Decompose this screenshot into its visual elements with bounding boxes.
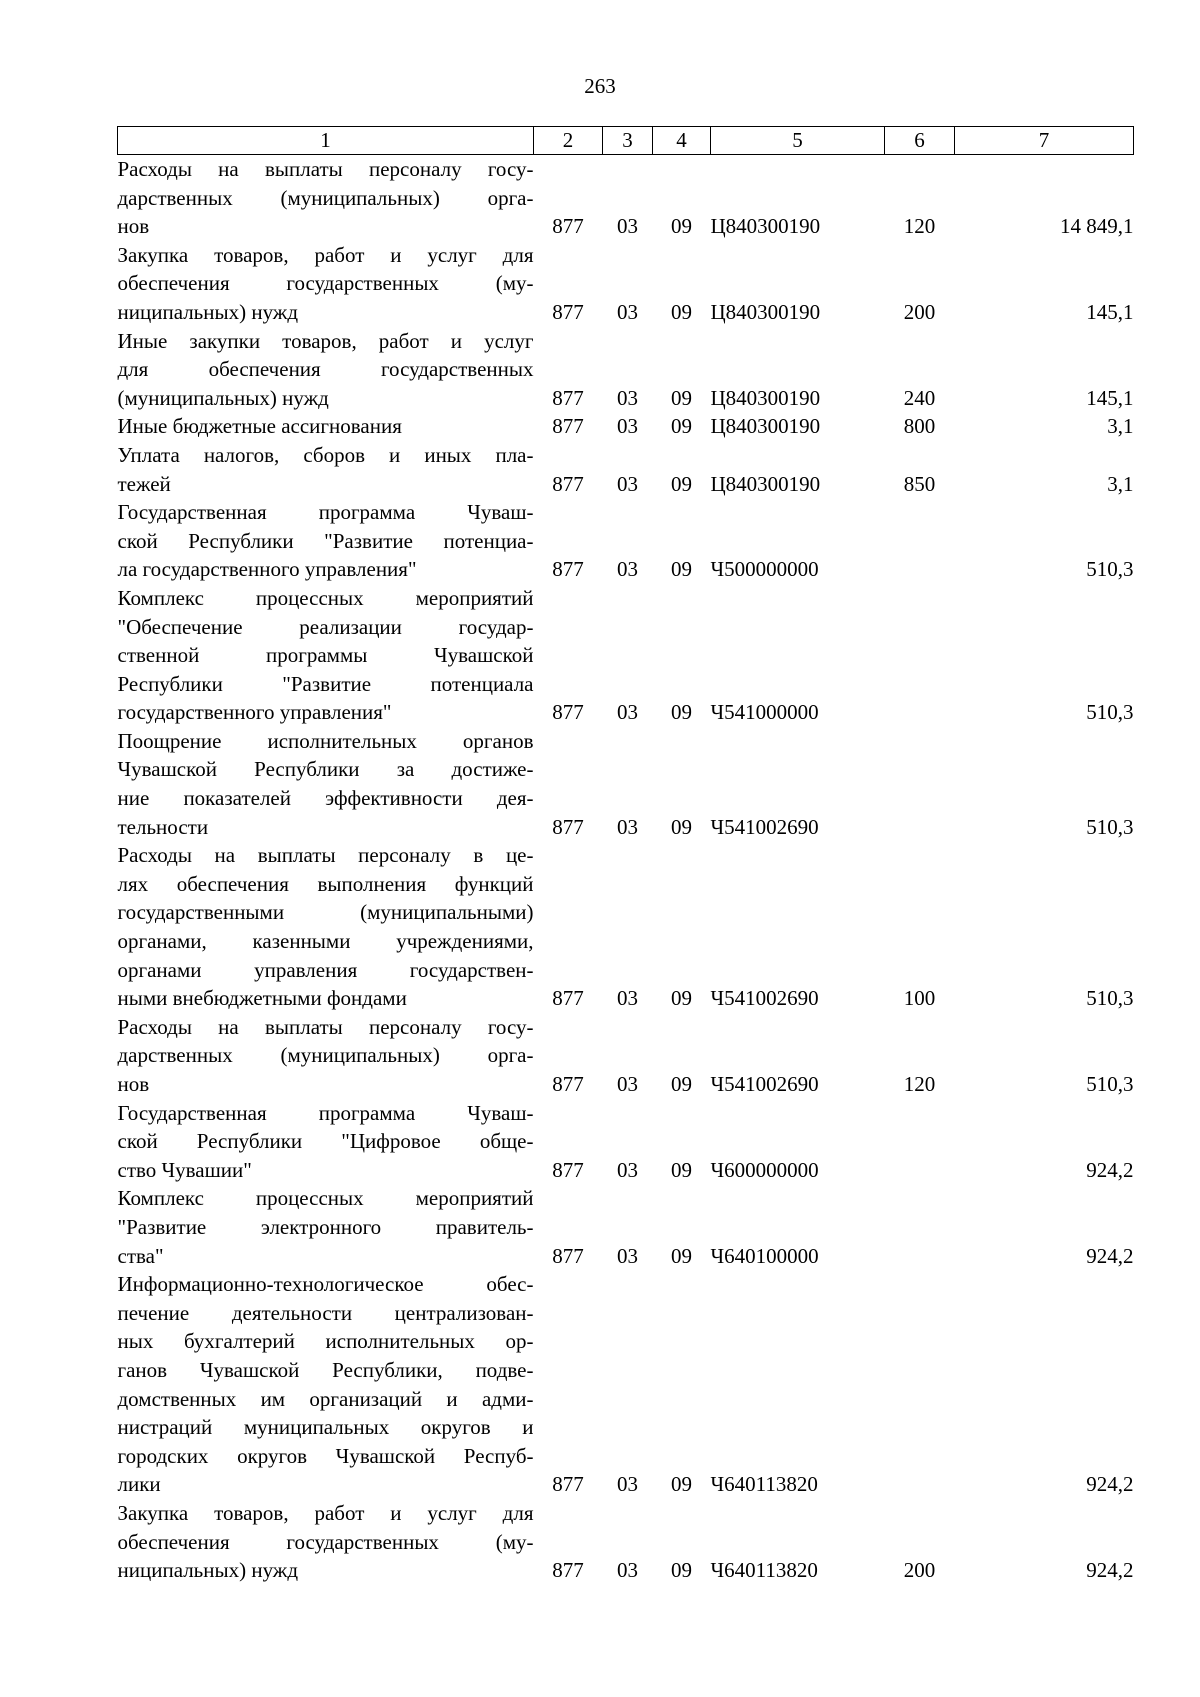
subsection-code-cell: 09: [671, 385, 692, 410]
ministry-code-cell: 877: [552, 385, 584, 410]
column-header-2: 2: [534, 127, 603, 155]
subsection-code-cell: 09: [671, 986, 692, 1011]
table-row: [118, 841, 1134, 1013]
row-name-line: ниципальных) нужд: [117, 299, 298, 324]
subsection-code-cell: 09: [671, 814, 692, 839]
row-name-line: ниципальных) нужд: [117, 1558, 298, 1583]
row-name-line: Информационно-технологическое обес-: [117, 1272, 534, 1297]
table-row: [118, 1270, 1134, 1499]
ministry-code-cell: 877: [552, 1072, 584, 1096]
expense-type-cell: [885, 498, 955, 584]
row-name-line: нов: [117, 1072, 150, 1096]
row-name-line: дарственных (муниципальных) орга-: [117, 185, 534, 210]
ministry-code-cell: 877: [552, 1243, 584, 1268]
row-name-line: нов: [117, 214, 150, 239]
page-number: 263: [584, 74, 616, 98]
amount-cell: 924,2: [1086, 1157, 1134, 1182]
target-article-cell: Ч541002690: [710, 986, 819, 1011]
section-code-cell: 03: [617, 385, 638, 410]
row-name-line: ние показателей эффективности дея-: [117, 786, 534, 811]
row-name-line: государственными (муниципальными): [117, 900, 534, 925]
table-row: [118, 1013, 1134, 1099]
column-header-1: 1: [118, 127, 534, 155]
row-name-cell: [118, 1184, 534, 1270]
table-row: [118, 241, 1134, 327]
row-name-line: Закупка товаров, работ и услуг для: [117, 242, 534, 267]
amount-cell: 3,1: [1107, 414, 1134, 439]
row-name-line: Закупка товаров, работ и услуг для: [117, 1500, 534, 1525]
target-article-cell: Ч541002690: [710, 814, 819, 839]
row-name-line: дарственных (муниципальных) орга-: [117, 1043, 534, 1068]
row-name-line: ганов Чувашской Республики, подве-: [117, 1357, 534, 1382]
row-name-line: Комплекс процессных мероприятий: [117, 1186, 534, 1211]
row-name-cell: [118, 327, 534, 413]
section-code-cell: 03: [617, 814, 638, 839]
ministry-code-cell: 877: [552, 299, 584, 324]
column-header-6: 6: [885, 127, 955, 155]
row-name-line: Расходы на выплаты персоналу госу-: [117, 157, 534, 181]
target-article-cell: Ч500000000: [710, 557, 819, 582]
target-article-cell: Ц840300190: [710, 414, 821, 439]
row-name-cell: [118, 1099, 534, 1185]
row-name-line: Расходы на выплаты персоналу в це-: [117, 843, 534, 868]
row-name-line: Иные закупки товаров, работ и услуг: [117, 328, 534, 353]
row-name-line: городских округов Чувашской Респуб-: [117, 1443, 534, 1468]
row-name-cell: [118, 727, 534, 841]
row-name-line: ства": [117, 1243, 164, 1268]
row-name-line: лях обеспечения выполнения функций: [117, 871, 534, 896]
amount-cell: 145,1: [1086, 299, 1134, 324]
ministry-code-cell: 877: [552, 700, 584, 725]
ministry-code-cell: 877: [552, 1472, 584, 1497]
expense-type-cell: [885, 1184, 955, 1270]
row-name-line: печение деятельности централизован-: [117, 1300, 534, 1325]
row-name-cell: [118, 441, 534, 498]
section-code-cell: 03: [617, 700, 638, 725]
ministry-code-cell: 877: [552, 1157, 584, 1182]
subsection-code-cell: 09: [671, 1072, 692, 1096]
row-name-line: для обеспечения государственных: [117, 357, 534, 382]
amount-cell: 14 849,1: [1060, 214, 1134, 239]
table-row: [118, 441, 1134, 498]
expense-type-cell: [885, 1270, 955, 1499]
table-row: [118, 412, 1134, 441]
expense-type-cell: 120: [903, 1072, 936, 1096]
table-header-row: [118, 127, 1134, 155]
target-article-cell: Ц840300190: [710, 471, 821, 496]
expense-type-cell: [885, 584, 955, 727]
amount-cell: 510,3: [1086, 700, 1134, 725]
subsection-code-cell: 09: [671, 557, 692, 582]
target-article-cell: Ч600000000: [710, 1157, 819, 1182]
row-name-line: тельности: [117, 814, 209, 839]
row-name-cell: [118, 841, 534, 1013]
subsection-code-cell: 09: [671, 414, 692, 439]
row-name-cell: [118, 584, 534, 727]
target-article-cell: Ц840300190: [710, 299, 821, 324]
section-code-cell: 03: [617, 471, 638, 496]
target-article-cell: Ч541002690: [710, 1072, 819, 1096]
amount-cell: 145,1: [1086, 385, 1134, 410]
target-article-cell: Ч541000000: [710, 700, 819, 725]
subsection-code-cell: 09: [671, 214, 692, 239]
column-header-4: 4: [653, 127, 711, 155]
row-name-cell: [118, 1499, 534, 1585]
row-name-line: органами, казенными учреждениями,: [117, 929, 534, 954]
row-name-line: Комплекс процессных мероприятий: [117, 585, 534, 610]
row-name-cell: [118, 412, 534, 441]
table-row: [118, 498, 1134, 584]
row-name-cell: [118, 1270, 534, 1499]
subsection-code-cell: 09: [671, 471, 692, 496]
expense-type-cell: 200: [903, 1558, 936, 1583]
expense-type-cell: 240: [903, 385, 936, 410]
row-name-line: тежей: [117, 471, 171, 496]
row-name-line: государственного управления": [117, 700, 392, 725]
subsection-code-cell: 09: [671, 1157, 692, 1182]
expense-type-cell: [885, 727, 955, 841]
expense-type-cell: 200: [903, 299, 936, 324]
ministry-code-cell: 877: [552, 1558, 584, 1583]
column-header-7: 7: [955, 127, 1134, 155]
row-name-line: ской Республики "Развитие потенциа-: [117, 528, 534, 553]
row-name-cell: [118, 498, 534, 584]
row-name-line: нистраций муниципальных округов и: [117, 1415, 534, 1440]
section-code-cell: 03: [617, 1472, 638, 1497]
subsection-code-cell: 09: [671, 299, 692, 324]
expense-type-cell: 120: [903, 214, 936, 239]
subsection-code-cell: 09: [671, 1558, 692, 1583]
table-row: [118, 727, 1134, 841]
row-name-line: ство Чувашии": [117, 1157, 252, 1182]
table-row: [118, 1499, 1134, 1585]
row-name-line: Уплата налогов, сборов и иных пла-: [117, 442, 534, 467]
amount-cell: 510,3: [1086, 814, 1134, 839]
subsection-code-cell: 09: [671, 1472, 692, 1497]
row-name-line: Поощрение исполнительных органов: [117, 728, 534, 753]
table-row: [118, 327, 1134, 413]
row-name-line: Иные бюджетные ассигнования: [117, 414, 402, 439]
column-header-3: 3: [603, 127, 653, 155]
row-name-line: домственных им организаций и адми-: [117, 1386, 534, 1411]
section-code-cell: 03: [617, 414, 638, 439]
row-name-cell: [118, 1013, 534, 1099]
expense-type-cell: 100: [903, 986, 936, 1011]
ministry-code-cell: 877: [552, 986, 584, 1011]
row-name-line: Государственная программа Чуваш-: [117, 1100, 534, 1125]
section-code-cell: 03: [617, 299, 638, 324]
ministry-code-cell: 877: [552, 414, 584, 439]
amount-cell: 924,2: [1086, 1558, 1134, 1583]
section-code-cell: 03: [617, 986, 638, 1011]
target-article-cell: Ч640113820: [710, 1558, 818, 1583]
ministry-code-cell: 877: [552, 557, 584, 582]
row-name-line: органами управления государствен-: [117, 957, 534, 982]
amount-cell: 510,3: [1086, 986, 1134, 1011]
target-article-cell: Ц840300190: [710, 385, 821, 410]
target-article-cell: Ц840300190: [710, 214, 821, 239]
row-name-line: (муниципальных) нужд: [117, 385, 329, 410]
subsection-code-cell: 09: [671, 700, 692, 725]
amount-cell: 510,3: [1086, 557, 1134, 582]
section-code-cell: 03: [617, 1243, 638, 1268]
ministry-code-cell: 877: [552, 214, 584, 239]
row-name-line: ла государственного управления": [117, 557, 417, 582]
ministry-code-cell: 877: [552, 814, 584, 839]
row-name-line: ственной программы Чувашской: [117, 643, 534, 668]
row-name-cell: [118, 241, 534, 327]
table-body: [118, 155, 1134, 1585]
row-name-line: обеспечения государственных (му-: [117, 1529, 534, 1554]
row-name-cell: [118, 155, 534, 241]
row-name-line: "Развитие электронного правитель-: [117, 1214, 534, 1239]
amount-cell: 924,2: [1086, 1472, 1134, 1497]
amount-cell: 924,2: [1086, 1243, 1134, 1268]
row-name-line: Республики "Развитие потенциала: [117, 671, 534, 696]
expense-type-cell: 850: [903, 471, 936, 496]
section-code-cell: 03: [617, 557, 638, 582]
row-name-line: Государственная программа Чуваш-: [117, 500, 534, 525]
expense-type-cell: 800: [903, 414, 936, 439]
row-name-line: лики: [117, 1472, 161, 1497]
row-name-line: Чувашской Республики за достиже-: [117, 757, 534, 782]
table-row: [118, 1099, 1134, 1185]
table-row: [118, 1184, 1134, 1270]
table-row: [118, 155, 1134, 241]
target-article-cell: Ч640100000: [710, 1243, 819, 1268]
target-article-cell: Ч640113820: [710, 1472, 818, 1497]
row-name-line: ными внебюджетными фондами: [117, 986, 407, 1011]
subsection-code-cell: 09: [671, 1243, 692, 1268]
column-header-5: 5: [711, 127, 885, 155]
amount-cell: 510,3: [1086, 1072, 1134, 1096]
table-row: [118, 584, 1134, 727]
row-name-line: "Обеспечение реализации государ-: [117, 614, 534, 639]
amount-cell: 3,1: [1107, 471, 1134, 496]
row-name-line: ской Республики "Цифровое обще-: [117, 1129, 534, 1154]
ministry-code-cell: 877: [552, 471, 584, 496]
budget-table: [117, 126, 1134, 1585]
section-code-cell: 03: [617, 1558, 638, 1583]
row-name-line: Расходы на выплаты персоналу госу-: [117, 1014, 534, 1039]
row-name-line: обеспечения государственных (му-: [117, 271, 534, 296]
section-code-cell: 03: [617, 214, 638, 239]
expense-type-cell: [885, 1099, 955, 1185]
row-name-line: ных бухгалтерий исполнительных ор-: [117, 1329, 534, 1354]
section-code-cell: 03: [617, 1072, 638, 1096]
section-code-cell: 03: [617, 1157, 638, 1182]
